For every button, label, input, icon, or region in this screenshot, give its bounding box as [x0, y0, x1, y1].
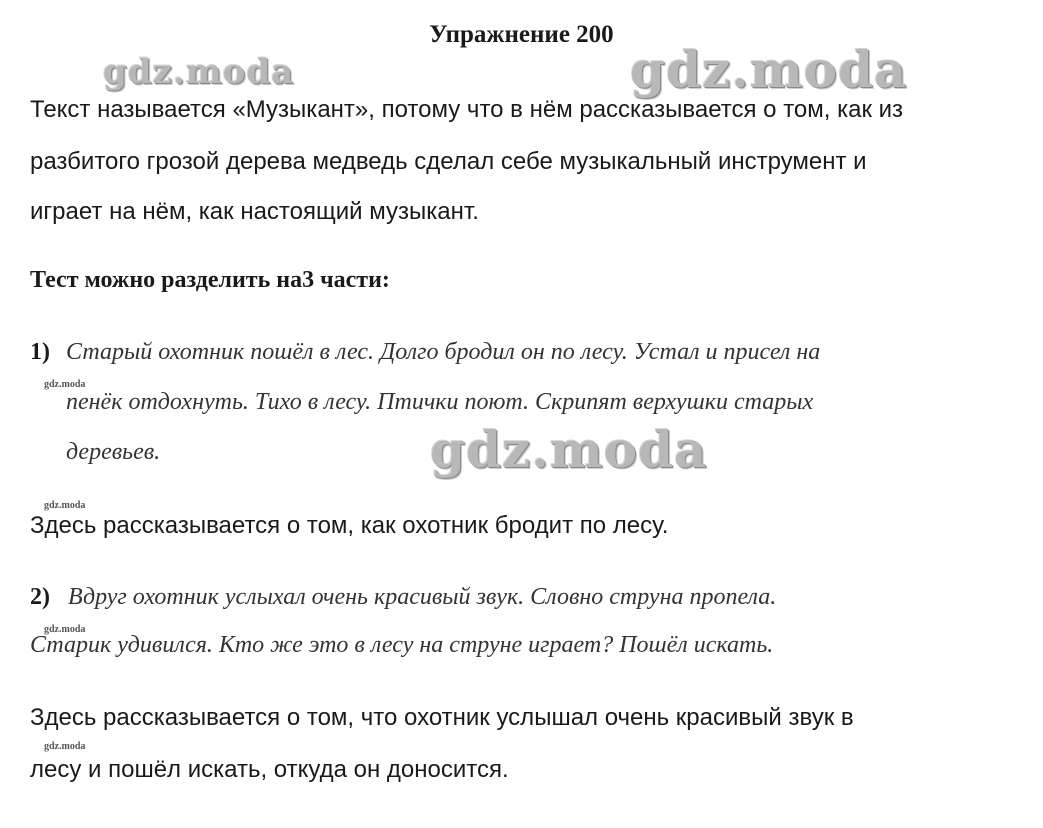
- watermark-small: gdz.moda: [44, 624, 86, 635]
- watermark-small: gdz.moda: [44, 379, 86, 390]
- part-number: 1): [30, 339, 50, 365]
- watermark-small: gdz.moda: [44, 741, 86, 752]
- intro-text-line: Текст называется «Музыкант», потому что в нём рассказывается о том, как из: [30, 96, 904, 123]
- part1-quote-line: пенёк отдохнуть. Тихо в лесу. Птички поют. Скрипят верхушки старых: [66, 389, 814, 415]
- part1-quote-line: Старый охотник пошёл в лес. Долго бродил он по лесу. Устал и присел на: [66, 339, 821, 365]
- part1-summary: Здесь рассказывается о том, как охотник бродит по лесу.: [30, 512, 669, 539]
- part1-quote-line: деревьев.: [66, 439, 161, 465]
- part2-quote-line: Старик удивился. Кто же это в лесу на струне играет? Пошёл искать.: [30, 632, 774, 658]
- watermark-logo: gdz.moda: [430, 420, 708, 479]
- watermark-logo: gdz.moda: [630, 40, 908, 99]
- intro-text-line: играет на нём, как настоящий музыкант.: [30, 198, 479, 225]
- intro-text-line: разбитого грозой дерева медведь сделал себе музыкальный инструмент и: [30, 148, 867, 175]
- part2-quote-line: Вдруг охотник услыхал очень красивый звук. Словно струна пропела.: [68, 584, 777, 610]
- watermark-logo: gdz.moda: [103, 52, 295, 92]
- watermark-small: gdz.moda: [44, 500, 86, 511]
- part-number: 2): [30, 584, 50, 610]
- part2-summary-line: Здесь рассказывается о том, что охотник услышал очень красивый звук в: [30, 704, 854, 731]
- part2-summary-line: лесу и пошёл искать, откуда он доносится.: [30, 756, 509, 783]
- parts-heading: Тест можно разделить на3 части:: [30, 267, 390, 293]
- exercise-title: Упражнение 200: [429, 21, 614, 48]
